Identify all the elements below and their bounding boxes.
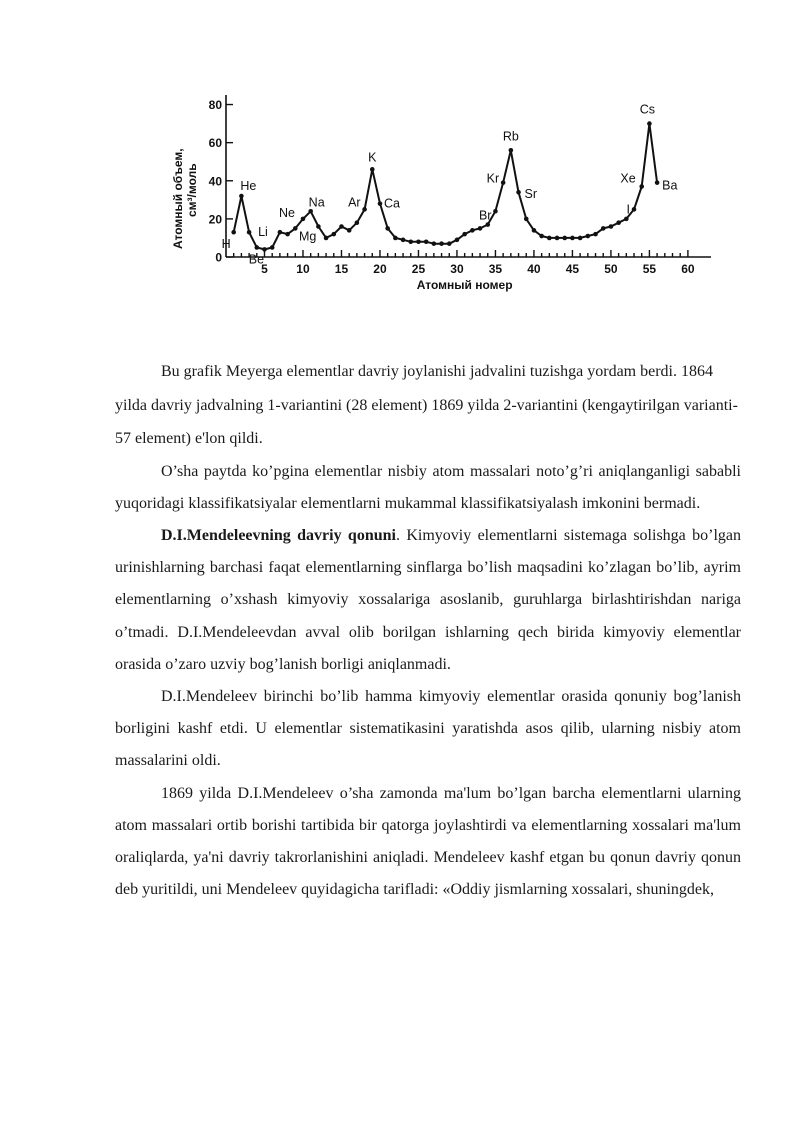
y-tick-label: 0 <box>215 250 222 265</box>
data-point <box>401 238 406 243</box>
element-label-cs: Cs <box>639 102 656 117</box>
element-label-k: K <box>368 150 377 165</box>
data-point <box>347 228 352 233</box>
data-point <box>578 236 583 241</box>
data-point <box>609 224 614 229</box>
data-point <box>601 226 606 231</box>
paragraph-1: Bu grafik Meyerga elementlar davriy joylanishi jadvalini tuzishga yordam berdi. 1864 yilda davriy jadvalning 1-variantini (28 element) 1869 yilda 2-variantini (kengaytirilgan varianti- 57 element) e'lon qildi. <box>115 363 738 447</box>
data-point <box>532 228 537 233</box>
data-point <box>262 247 267 252</box>
data-point <box>254 245 259 250</box>
data-point <box>278 230 283 235</box>
data-point <box>416 239 421 244</box>
data-point <box>478 226 483 231</box>
element-label-i: I <box>626 202 631 217</box>
paragraph-2: O’sha paytda ko’pgina elementlar nisbiy atom massalari noto’g’ri aniqlanganligi sababli yuqoridagi klassifikatsiyalar elementlarni mukammal klassifikatsiyalash imkonini bermadi. <box>115 462 741 512</box>
x-tick-label: 55 <box>642 262 657 276</box>
data-point <box>570 236 575 241</box>
data-point <box>247 230 252 235</box>
x-tick-label: 10 <box>296 262 310 276</box>
data-point <box>470 228 475 233</box>
element-label-ne: Ne <box>278 205 295 220</box>
data-point <box>324 236 329 241</box>
data-point <box>555 236 560 241</box>
section-heading: D.I.Mendeleevning davriy qonuni <box>161 526 396 544</box>
data-point <box>331 232 336 237</box>
element-label-rb: Rb <box>502 129 519 144</box>
data-point <box>509 148 514 153</box>
data-point <box>370 167 375 172</box>
x-axis-label: Атомный номер <box>416 278 513 292</box>
y-axis-label-line1: Атомный объем, <box>171 148 185 249</box>
data-point <box>293 226 298 231</box>
element-label-xe: Xe <box>620 171 636 186</box>
x-tick-label: 50 <box>604 262 618 276</box>
data-point <box>524 217 529 222</box>
data-point <box>439 241 444 246</box>
element-label-ba: Ba <box>662 178 678 193</box>
paragraph-3-body: . Kimyoviy elementlarni sistemaga solishga bo’lgan urinishlarning barchasi faqat elementlarning sinflarga bo’lish maqsadini ko’zlagan bo’lib, ayrim elementlarning o’xshash kimyoviy xossalariga asoslanib, guruhlarga birlashtirishdan nariga o’tmadi. D.I.Mendeleevdan avval olib borilgan ishlarning qech birida kimyoviy elementlar orasida o’zaro uzviy bog’lanish borligi aniqlanmadi. <box>115 526 741 673</box>
data-point <box>655 180 660 185</box>
element-label-be: Be <box>248 252 265 267</box>
data-point <box>485 222 490 227</box>
element-label-kr: Kr <box>486 171 500 186</box>
data-point <box>455 238 460 243</box>
data-point <box>632 207 637 212</box>
data-point <box>231 230 236 235</box>
data-point <box>647 121 652 126</box>
data-point <box>362 207 367 212</box>
data-point <box>270 245 275 250</box>
atomic-volume-chart <box>160 70 720 300</box>
element-label-h: H <box>221 237 231 252</box>
data-point <box>385 226 390 231</box>
body-text <box>115 355 741 906</box>
element-label-ar: Ar <box>348 195 361 210</box>
x-tick-label: 40 <box>527 262 541 276</box>
element-label-sr: Sr <box>524 187 538 202</box>
y-tick-label: 40 <box>208 174 222 189</box>
data-point <box>447 241 452 246</box>
x-tick-label: 30 <box>450 262 464 276</box>
y-tick-label: 80 <box>208 98 222 113</box>
y-axis-label-line2: см³/моль <box>185 163 199 217</box>
paragraph-5: 1869 yilda D.I.Mendeleev o’sha zamonda ma'lum bo’lgan barcha elementlarni ularning atom massalari ortib borishi tartibida bir qatorga joylashtirdi va elementlarning xossalari ma'lum oraliqlarda, ya'ni davriy takrorlanishini aniqladi. Mendeleev kashf etgan bu qonun davriy qonun deb yuritildi, uni Mendeleev quyidagicha tarifladi: «Oddiy jismlarning xossalari, shuningdek, <box>115 784 741 899</box>
data-point <box>593 232 598 237</box>
data-point <box>562 236 567 241</box>
x-tick-label: 15 <box>334 262 349 276</box>
paragraph-4: D.I.Mendeleev birinchi bo’lib hamma kimyoviy elementlar orasida qonuniy bog’lanish borligini kashf etdi. U elementlar sistematikasini yaratishda asos qilib, ularning nisbiy atom massalarini oldi. <box>115 687 741 770</box>
data-point <box>539 234 544 239</box>
x-tick-label: 60 <box>681 262 695 276</box>
y-tick-label: 60 <box>208 136 222 151</box>
element-label-li: Li <box>258 225 268 240</box>
paragraph-3 <box>115 520 741 681</box>
x-tick-label: 35 <box>488 262 503 276</box>
element-label-mg: Mg <box>299 229 317 244</box>
element-label-br: Br <box>478 208 492 223</box>
data-point <box>393 236 398 241</box>
data-point <box>339 224 344 229</box>
chart-canvas <box>160 70 720 300</box>
data-point <box>355 220 360 225</box>
data-point <box>493 209 498 214</box>
y-tick-label: 20 <box>208 212 222 227</box>
data-point <box>378 201 383 206</box>
data-point <box>308 209 313 214</box>
data-point <box>432 241 437 246</box>
data-point <box>547 236 552 241</box>
data-point <box>586 234 591 239</box>
x-tick-label: 45 <box>565 262 580 276</box>
data-point <box>424 239 429 244</box>
x-tick-label: 5 <box>261 262 268 276</box>
data-point <box>624 217 629 222</box>
element-label-ca: Ca <box>383 196 400 211</box>
data-point <box>239 194 244 199</box>
x-tick-label: 20 <box>373 262 387 276</box>
data-point <box>501 180 506 185</box>
data-point <box>301 217 306 222</box>
element-label-he: He <box>240 179 257 194</box>
x-tick-label: 25 <box>411 262 426 276</box>
data-point <box>639 184 644 189</box>
data-point <box>408 239 413 244</box>
atomic-volume-series-line <box>234 124 657 250</box>
data-point <box>616 220 621 225</box>
data-point <box>462 232 467 237</box>
data-point <box>285 232 290 237</box>
data-point <box>516 190 521 195</box>
element-label-na: Na <box>308 195 325 210</box>
data-point <box>316 224 321 229</box>
